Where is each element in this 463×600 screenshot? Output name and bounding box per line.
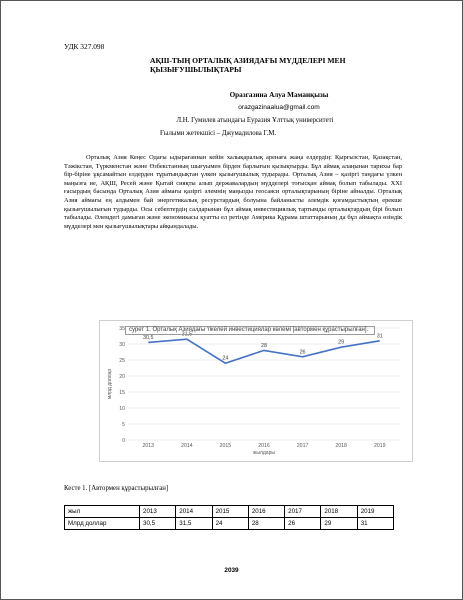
- data-label: 28: [261, 342, 267, 349]
- chart-xlabel: жылдары: [253, 450, 275, 456]
- chart-title: сурет 1. Орталық Азиядағы тікелей инвестициялар көлемі [автормен құрастырылған].: [125, 326, 375, 335]
- data-label: 31,5: [181, 331, 193, 338]
- data-label: 30,5: [143, 334, 154, 341]
- data-label: 31: [376, 333, 383, 340]
- x-tick-label: 2013: [142, 443, 155, 449]
- y-tick-label: 15: [119, 389, 125, 396]
- table-cell: 2015: [212, 506, 248, 518]
- author-email: orazgazinaalua@gmail.com: [238, 104, 320, 111]
- y-tick-label: 30: [119, 341, 125, 348]
- data-label: 24: [222, 355, 229, 362]
- data-table: [64, 505, 394, 530]
- table-cell: 26: [285, 518, 321, 530]
- chart-x-ticks: [143, 443, 386, 449]
- udk-code: УДК 327.098: [64, 42, 105, 51]
- supervisor: Ғылыми жетекшісі – Джумадилова Г.М.: [160, 130, 277, 137]
- y-tick-label: 25: [119, 357, 125, 364]
- table-header-row: [65, 506, 394, 518]
- data-label: 26: [299, 349, 306, 356]
- y-tick-label: 5: [122, 421, 125, 428]
- table-cell: 29: [321, 518, 357, 530]
- affiliation: Л.Н. Гумилев атындағы Еуразия Ұлттық университеті: [176, 117, 334, 124]
- table-cell: 24: [212, 518, 248, 530]
- body-paragraph: Орталық Азия Кеңес Одағы ыдырағаннан кейін халықаралық аренаға жаңа елдердің: Қырғызстан, Қазақстан, Тәжікстан, Түркменстан және Өзбекстанның шығуымен бірден барлығын қызықтырды. Бұл аймақ алаңынан тарихы бар бір-біріне ұқсамайтын елдерден тұратындықтан үлкен қызығушылық тудырады. Орталық Азия – қазіргі таңдағы үлкен маңызға ие, АҚШ, Ресей және Қытай сияқты алып державалардың мүдделері тоғысқан аймақ болып табылады. XXI ғасырдың басында Орталық Азия аймағы қазіргі әлемнің маңызды геосаяси орталықтарының біріне айналды. Орталық Азия аймағы ең алдымен бай энергетикалық ресурстардың болуына байланысты әлемдік қоғамдастықтың ерекше қызығушылығын тудырды. Осы себептердің салдарынан бұл аймақ инвестициялық тартымды орталықтардың бірі болып табылады. Әлемдегі дамыған және экономикасы қуатты ел ретінде Америка Құрама штаттарының да бұл аймақта өзіндік мүдделері мен қызығушылықтары айқындалады.: [64, 154, 402, 230]
- y-tick-label: 20: [119, 373, 125, 380]
- y-tick-label: 10: [119, 405, 125, 412]
- data-label: 29: [338, 339, 345, 346]
- table-row: [65, 518, 394, 530]
- table-cell: 2018: [321, 506, 357, 518]
- x-tick-label: 2017: [296, 443, 309, 449]
- table-caption: Кесте 1. [Автормен құрастырылған]: [64, 485, 169, 492]
- page-number: 2039: [224, 567, 239, 574]
- x-tick-label: 2018: [335, 443, 347, 449]
- x-tick-label: 2019: [373, 443, 386, 449]
- table-cell: 2014: [176, 506, 212, 518]
- table-cell: 2016: [248, 506, 284, 518]
- table-cell: 2013: [140, 506, 176, 518]
- table-cell: Млрд доллар: [65, 518, 140, 530]
- x-tick-label: 2015: [219, 443, 232, 449]
- y-tick-label: 0: [122, 437, 125, 444]
- table-cell: 2019: [357, 506, 393, 518]
- chart-y-ticks: [119, 326, 125, 444]
- author-name: Оразгазина Алуа Маманқызы: [229, 91, 329, 99]
- table-cell: 28: [248, 518, 284, 530]
- x-tick-label: 2016: [258, 443, 270, 449]
- table-cell: 30,5: [140, 518, 176, 530]
- y-tick-label: 35: [119, 325, 125, 332]
- table-cell: 2017: [285, 506, 321, 518]
- table-cell: 31: [357, 518, 393, 530]
- chart-ylabel: млрд доллар: [107, 368, 113, 400]
- table-cell: жыл: [65, 506, 140, 518]
- line-chart: [99, 320, 411, 460]
- table-cell: 31,5: [176, 518, 212, 530]
- paper-title: АҚШ-ТЫҢ ОРТАЛЫҚ АЗИЯДАҒЫ МҮДДЕЛЕРІ МЕН ҚЫЗЫҒУШЫЛЫҚТАРЫ: [150, 56, 346, 75]
- x-tick-label: 2014: [181, 443, 193, 449]
